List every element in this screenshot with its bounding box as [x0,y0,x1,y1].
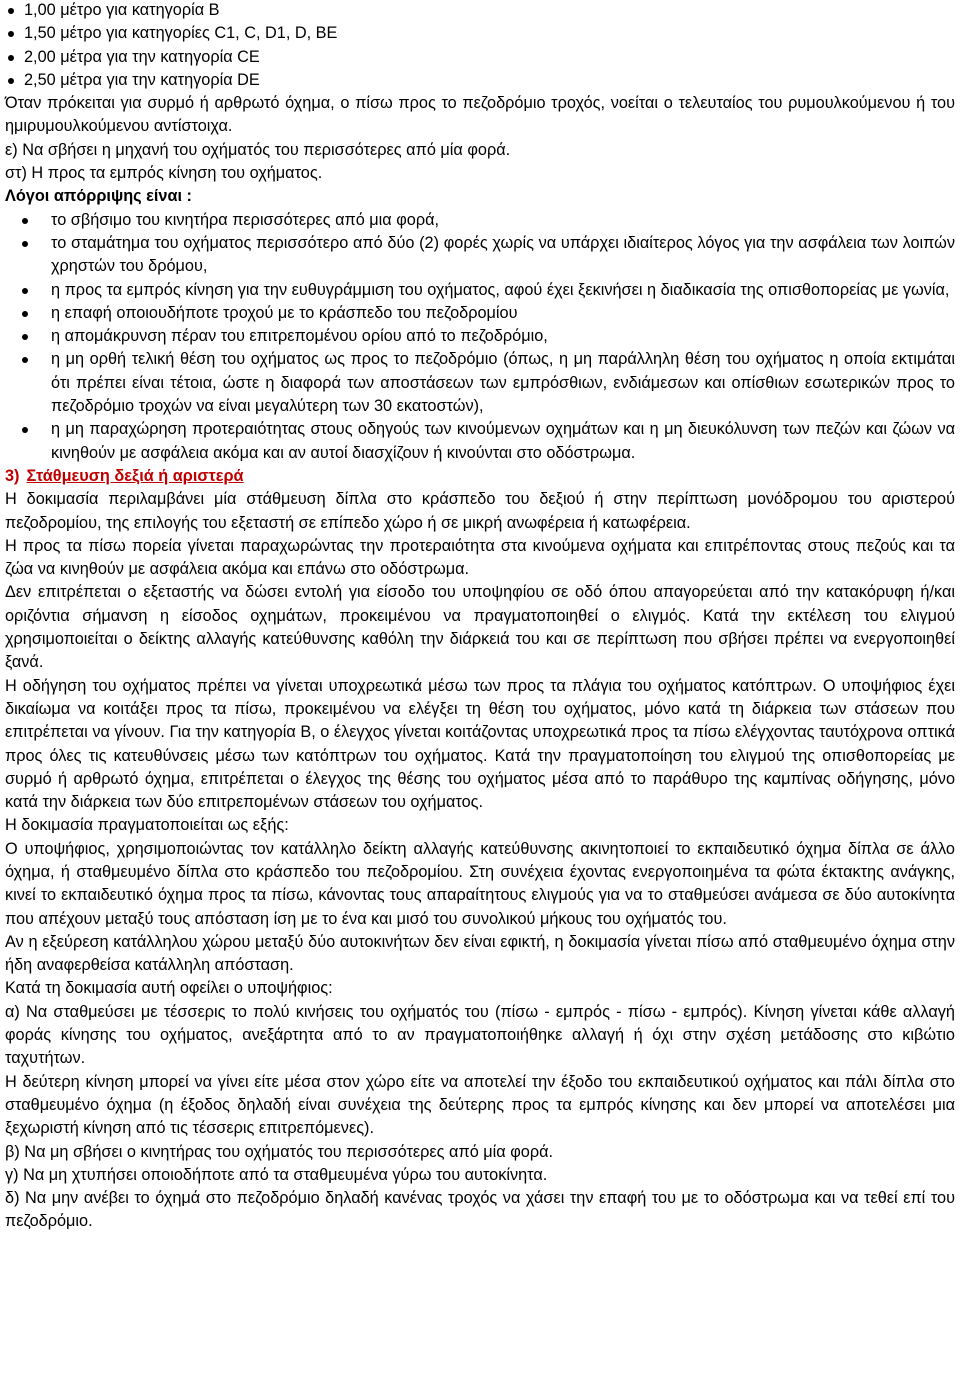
articulated-vehicle-note: Όταν πρόκειται για συρμό ή αρθρωτό όχημα, ο πίσω προς το πεζοδρόμιο τροχός, νοείται ο τελευταίος του ρυμουλκούμενου ή του ημιρυμουλκούμενου αντίστοιχα. [5,94,955,136]
distance-bullet-list [5,0,955,92]
rejection-heading: Λόγοι απόρριψης είναι : [5,187,192,206]
paragraph: Κατά τη δοκιμασία αυτή οφείλει ο υποψήφιος: [5,979,333,998]
paragraph: Η δεύτερη κίνηση μπορεί να γίνει είτε μέσα στον χώρο είτε να αποτελεί την έξοδο του εκπαιδευτικού οχήματος και πάλι δίπλα στο σταθμευμένο όχημα (η έξοδος δηλαδή είναι συνέχεια της δεύτερης προς τα εμπρός κίνησης και δεν μπορεί να αποτελέσει μια ξεχωριστή κίνηση από τις τέσσερις επιτρεπόμενες). [5,1072,955,1138]
list-item: 1,50 μέτρο για κατηγορίες C1, C, D1, D, BE [5,22,955,45]
paragraph: γ) Να μη χτυπήσει οποιοδήποτε από τα σταθμευμένα γύρω του αυτοκίνητα. [5,1165,548,1184]
list-item: η προς τα εμπρός κίνηση για την ευθυγράμμιση του οχήματος, αφού έχει ξεκινήσει η διαδικασία της οπισθοπορείας με γωνία, [5,279,955,302]
rejection-reasons-list [5,209,955,465]
list-item: η επαφή οποιουδήποτε τροχού με το κράσπεδο του πεζοδρομίου [5,302,955,325]
list-item: 1,00 μέτρο για κατηγορία Β [5,0,955,22]
paragraph: Η οδήγηση του οχήματος πρέπει να γίνεται υποχρεωτικά μέσω των προς τα πλάγια του οχήματος κατόπτρων. Ο υποψήφιος έχει δικαίωμα να κοιτάξει προς τα πίσω, προκειμένου να ελέγξει τη θέση του οχήματος, μόνο κατά τη διάρκεια των στάσεων που επιτρέπεται να γίνουν. Για την κατηγορία Β, ο έλεγχος γίνεται κοιτάζοντας υποχρεωτικά προς τα πίσω ελέγχοντας ταυτόχρονα οπτικά προς όλες τις κατευθύνσεις μέσω των κατόπτρων του οχήματος. Κατά την πραγματοποίηση του ελιγμού της οπισθοπορείας με συρμό ή αρθρωτό όχημα, επιτρέπεται ο έλεγχος της θέσης του οχήματος μέσα από το παράθυρο της καμπίνας οδήγησης, μόνο κατά την διάρκεια των δύο επιτρεπομένων στάσεων του οχήματος. [5,676,955,812]
item-e: ε) Να σβήσει η μηχανή του οχήματός του περισσότερες από μία φορά. [5,140,511,159]
list-item: το σταμάτημα του οχήματος περισσότερο από δύο (2) φορές χωρίς να υπάρχει ιδιαίτερος λόγος για την ασφάλεια των λοιπών χρηστών του δρόμου, [5,232,955,279]
paragraph: Αν η εξεύρεση κατάλληλου χώρου μεταξύ δύο αυτοκινήτων δεν είναι εφικτή, η δοκιμασία γίνεται πίσω από σταθμευμένο όχημα στην ήδη αναφερθείσα κατάλληλη απόσταση. [5,932,955,975]
section-title: Στάθμευση δεξιά ή αριστερά [26,466,244,485]
paragraph: Η δοκιμασία πραγματοποιείται ως εξής: [5,816,289,835]
section-number: 3) [5,466,20,485]
item-st: στ) Η προς τα εμπρός κίνηση του οχήματος. [5,164,323,183]
paragraph: Δεν επιτρέπεται ο εξεταστής να δώσει εντολή για είσοδο του υποψηφίου σε οδό όπου απαγορεύεται από την κατακόρυφη ή/και οριζόντια σήμανση η είσοδος οχημάτων, προκειμένου να πραγματοποιηθεί ο ελιγμός. Κατά την εκτέλεση του ελιγμού χρησιμοποιείται ο δείκτης αλλαγής κατεύθυνσης καθόλη την διάρκειά του και σε περίπτωση που σβήσει πρέπει να ενεργοποιηθεί ξανά. [5,583,955,672]
paragraph: Η δοκιμασία περιλαμβάνει μία στάθμευση δίπλα στο κράσπεδο του δεξιού ή στην περίπτωση μονόδρομου του αριστερού πεζοδρομίου, της επιλογής του εξεταστή σε επίπεδο χώρο ή σε μικρή ανωφέρεια ή κατωφέρεια. [5,490,955,532]
paragraph: α) Να σταθμεύσει με τέσσερις το πολύ κινήσεις του οχήματός του (πίσω - εμπρός - πίσω - εμπρός). Κίνηση γίνεται κάθε αλλαγή φοράς κίνησης του οχήματος, ανεξάρτητα από το αν πραγματοποιήθηκε αλλαγή ή όχι στην σχέση μετάδοσης στο κιβώτιο ταχυτήτων. [5,1002,955,1068]
paragraph: Η προς τα πίσω πορεία γίνεται παραχωρώντας την προτεραιότητα στα κινούμενα οχήματα και επιτρέποντας στους πεζούς και τα ζώα να κινηθούν με ασφάλεια ακόμα και επάνω στο οδόστρωμα. [5,536,955,579]
document-page [5,0,955,1234]
list-item: 2,50 μέτρα για την κατηγορία DE [5,69,955,92]
list-item: το σβήσιμο του κινητήρα περισσότερες από μια φορά, [5,209,955,232]
list-item: η απομάκρυνση πέραν του επιτρεπομένου ορίου από το πεζοδρόμιο, [5,325,955,348]
paragraph: Ο υποψήφιος, χρησιμοποιώντας τον κατάλληλο δείκτη αλλαγής κατεύθυνσης ακινητοποιεί το εκπαιδευτικό όχημα δίπλα σε άλλο όχημα, ή σταθμευμένο δίπλα στο κράσπεδο του πεζοδρομίου. Στη συνέχεια έχοντας ενεργοποιημένα τα φώτα έκτακτης ανάγκης, κινεί το εκπαιδευτικό όχημα προς τα πίσω, κάνοντας τους απαραίτητους ελιγμούς για να το σταθμεύσει ανάμεσα σε δύο αυτοκίνητα που απέχουν μεταξύ τους απόσταση ίση με το ένα και μισό του συνολικού μήκους του οχήματός του. [5,839,955,928]
list-item: 2,00 μέτρα για την κατηγορία CE [5,46,955,69]
list-item: η μη ορθή τελική θέση του οχήματος ως προς το πεζοδρόμιο (όπως, η μη παράλληλη θέση του οχήματος η οποία εκτιμάται ότι πρέπει είναι τέτοια, ώστε η διαφορά των αποστάσεων των εμπρόσθιων, ενδιάμεσων και οπίσθιων εσωτερικών προς το πεζοδρόμιο τροχών να είναι μεγαλύτερη των 30 εκατοστών), [5,348,955,418]
paragraph: β) Να μη σβήσει ο κινητήρας του οχήματός του περισσότερες από μία φορά. [5,1142,554,1161]
section-3-heading [5,465,955,488]
list-item: η μη παραχώρηση προτεραιότητας στους οδηγούς των κινούμενων οχημάτων και η μη διευκόλυνση των πεζών και ζώων να κινηθούν με ασφάλεια ακόμα και αν αυτοί διασχίζουν ή κινούνται στο οδόστρωμα. [5,418,955,465]
paragraph: δ) Να μην ανέβει το όχημά στο πεζοδρόμιο δηλαδή κανένας τροχός να χάσει την επαφή του με το οδόστρωμα και να τεθεί επί του πεζοδρόμιο. [5,1189,955,1231]
